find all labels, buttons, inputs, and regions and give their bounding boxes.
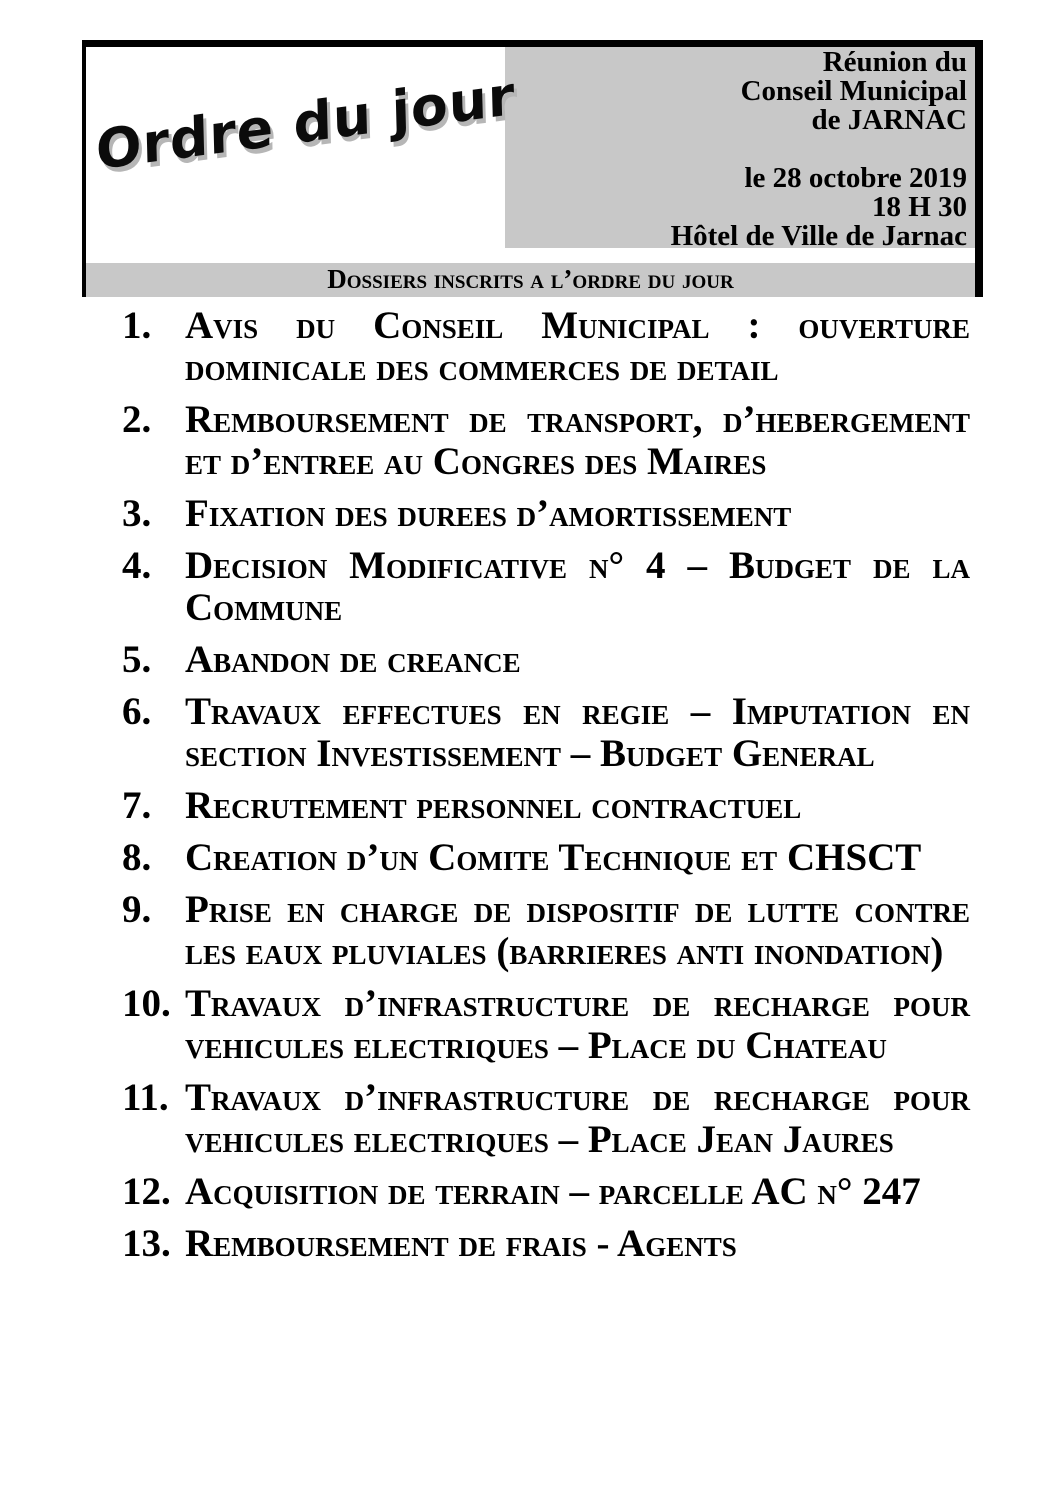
meeting-date-line: le 28 octobre 2019 <box>744 162 967 194</box>
agenda-item-line: Travaux effectues en regie – Imputation en <box>185 690 970 733</box>
agenda-item <box>122 785 970 827</box>
agenda-item <box>122 837 970 879</box>
agenda-item-number: 6. <box>122 690 152 733</box>
agenda-item-line: Travaux d’infrastructure de recharge pour <box>185 1076 970 1119</box>
agenda-item <box>122 639 970 681</box>
agenda-item-line: Avis du Conseil Municipal : ouverture <box>185 304 970 347</box>
agenda-item-text <box>185 1077 970 1161</box>
agenda-item <box>122 399 970 483</box>
agenda-item <box>122 983 970 1067</box>
agenda-item-line: Remboursement de transport, d’hebergement <box>185 398 970 441</box>
agenda-item-number: 2. <box>122 398 152 441</box>
agenda-item-text <box>185 1223 970 1265</box>
agenda-item-text <box>185 785 970 827</box>
agenda-item-line: Travaux d’infrastructure de recharge pour <box>185 982 970 1025</box>
agenda-item-line: Creation d’un Comite Technique et CHSCT <box>185 836 922 879</box>
agenda-item-text <box>185 1171 970 1213</box>
agenda-item-line: les eaux pluviales (barrieres anti inondation) <box>185 930 944 973</box>
agenda-item-number: 3. <box>122 492 152 535</box>
agenda-item-text <box>185 639 970 681</box>
meeting-body-line: Réunion du <box>822 46 967 78</box>
agenda-item-number: 7. <box>122 784 152 827</box>
agenda-item-text <box>185 493 970 535</box>
agenda-item-number: 12. <box>122 1170 171 1213</box>
section-title-bar <box>86 263 975 297</box>
agenda-item-text <box>185 837 970 879</box>
agenda-item <box>122 889 970 973</box>
agenda-item <box>122 545 970 629</box>
header-box <box>82 40 983 297</box>
agenda-item-number: 13. <box>122 1222 171 1265</box>
meeting-body-line: de JARNAC <box>811 104 967 136</box>
agenda-item-number: 1. <box>122 304 152 347</box>
agenda-item <box>122 493 970 535</box>
wordart-cell <box>86 47 517 248</box>
agenda-item-line: Decision Modificative n° 4 – Budget de la <box>185 544 970 587</box>
agenda-item-number: 5. <box>122 638 152 681</box>
agenda-item-line: vehicules electriques – Place du Chateau <box>185 1024 887 1067</box>
agenda-item <box>122 1077 970 1161</box>
agenda-item-line: Fixation des durees d’amortissement <box>185 492 792 535</box>
agenda-item-line: et d’entree au Congres des Maires <box>185 440 767 483</box>
agenda-item <box>122 1223 970 1265</box>
agenda-item-text <box>185 691 970 775</box>
agenda-item-line: Recrutement personnel contractuel <box>185 784 802 827</box>
agenda-item-text <box>185 305 970 389</box>
agenda-item-line: section Investissement – Budget General <box>185 732 875 775</box>
agenda-item <box>122 305 970 389</box>
agenda-item <box>122 1171 970 1213</box>
document-page <box>0 40 1058 1497</box>
agenda-item-line: Abandon de creance <box>185 638 521 681</box>
agenda-item <box>122 691 970 775</box>
meeting-place-line: Hôtel de Ville de Jarnac <box>670 220 967 252</box>
agenda-item-number: 9. <box>122 888 152 931</box>
meeting-info <box>505 46 975 252</box>
agenda-item-text <box>185 889 970 973</box>
agenda-item-line: Acquisition de terrain – parcelle AC n° 247 <box>185 1170 921 1213</box>
wordart-title: Ordre du jour <box>95 63 517 183</box>
agenda-item-number: 4. <box>122 544 152 587</box>
agenda-item-number: 10. <box>122 982 171 1025</box>
agenda-item-line: Prise en charge de dispositif de lutte contre <box>185 888 970 931</box>
meeting-body-line: Conseil Municipal <box>740 75 967 107</box>
agenda-item-line: dominicale des commerces de detail <box>185 346 779 389</box>
agenda-item-text <box>185 545 970 629</box>
agenda-item-line: Remboursement de frais - Agents <box>185 1222 737 1265</box>
meeting-blank-line <box>505 135 967 164</box>
agenda-item-number: 8. <box>122 836 152 879</box>
agenda-item-text <box>185 399 970 483</box>
agenda-item-line: Commune <box>185 586 343 629</box>
section-title: Dossiers inscrits a l’ordre du jour <box>327 264 734 294</box>
header-row <box>86 46 975 252</box>
agenda-item-line: vehicules electriques – Place Jean Jaures <box>185 1118 894 1161</box>
agenda-item-number: 11. <box>122 1076 169 1119</box>
meeting-time-line: 18 H 30 <box>871 191 967 223</box>
agenda-list <box>122 305 970 1265</box>
agenda-item-text <box>185 983 970 1067</box>
